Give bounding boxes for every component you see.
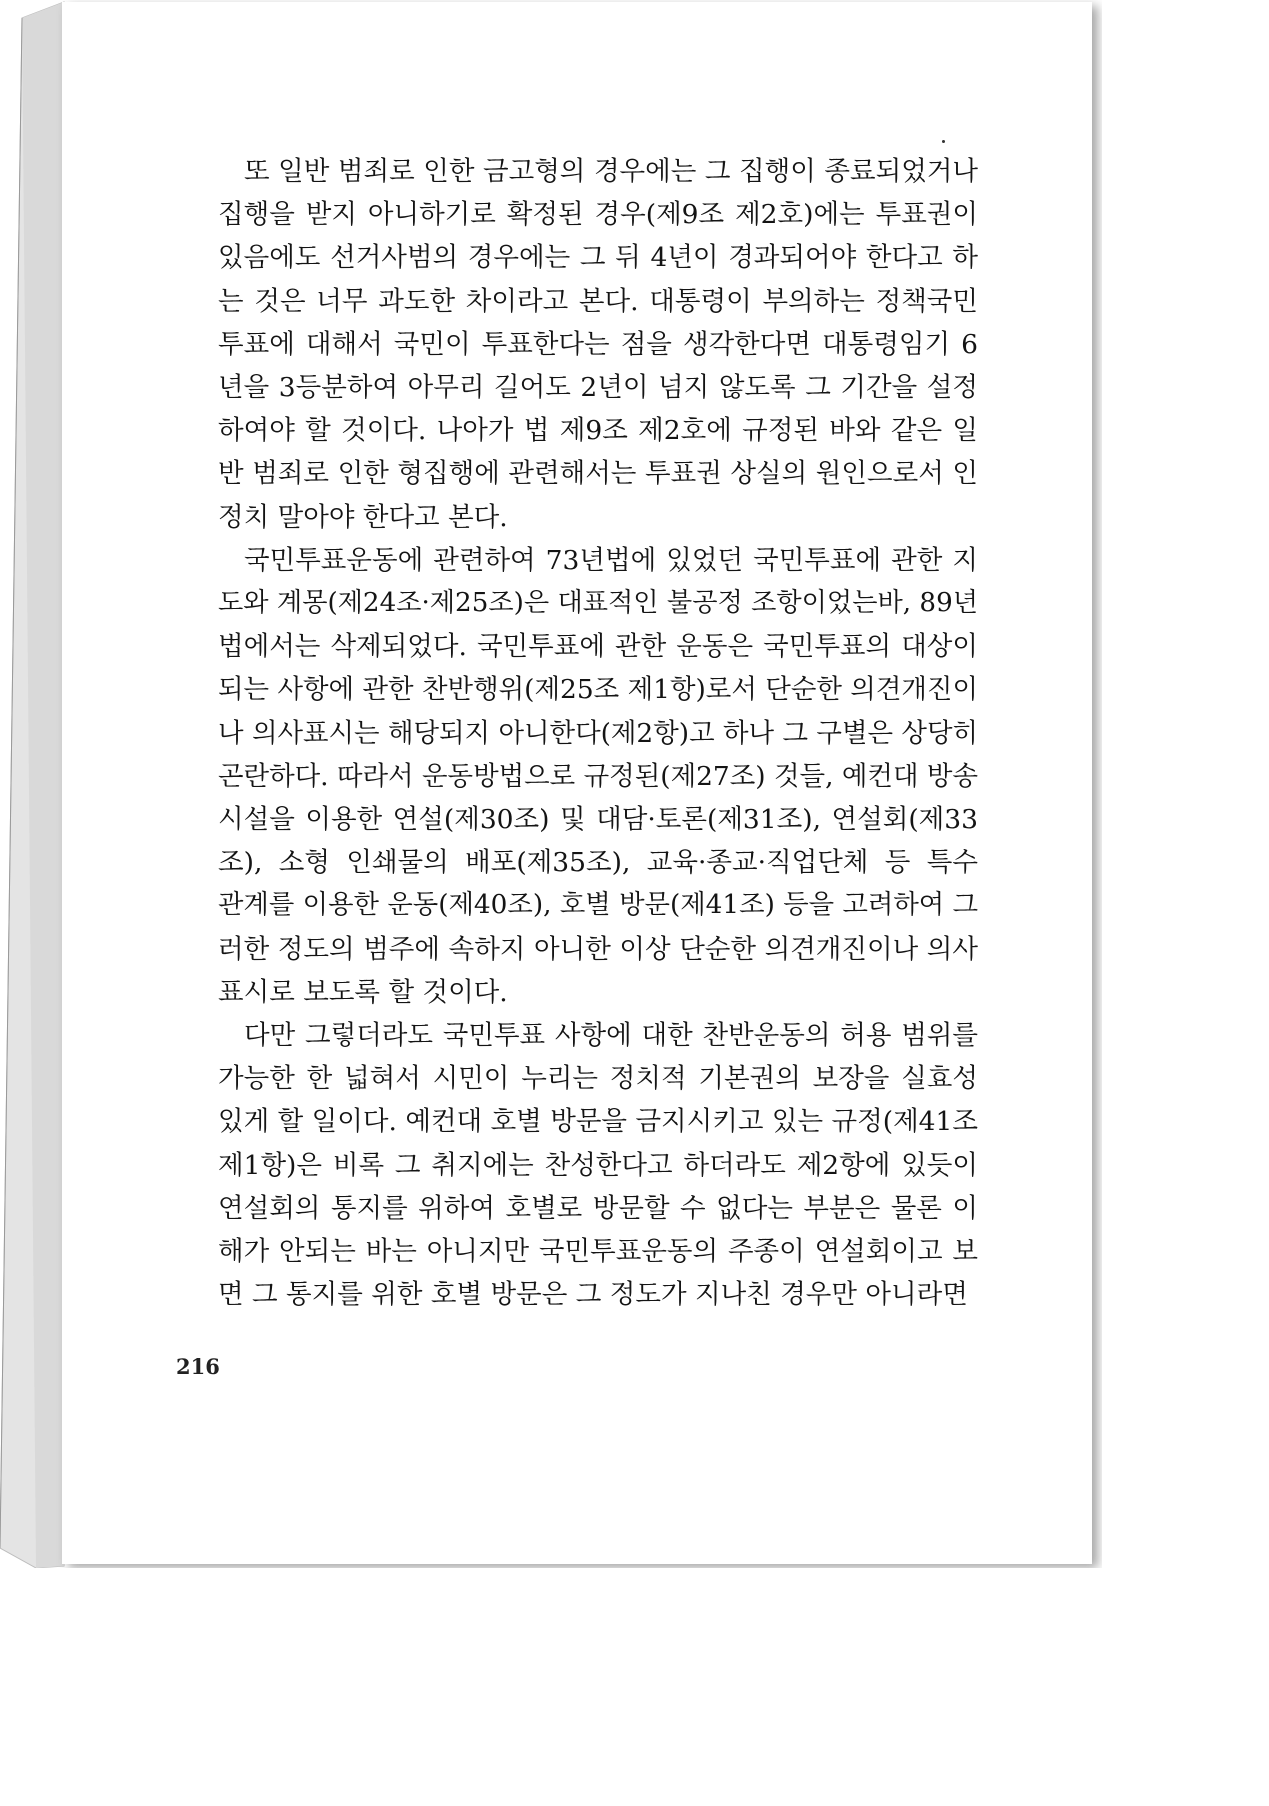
text-line: 연설회의 통지를 위하여 호별로 방문할 수 없다는 부분은 물론 이 xyxy=(218,1192,978,1224)
text-line: 되는 사항에 관한 찬반행위(제25조 제1항)로서 단순한 의견개진이 xyxy=(218,674,978,706)
text-line: 년을 3등분하여 아무리 길어도 2년이 넘지 않도록 그 기간을 설정 xyxy=(218,372,978,404)
text-line: 있게 할 일이다. 예컨대 호별 방문을 금지시키고 있는 규정(제41조 xyxy=(218,1106,978,1138)
text-line: 는 것은 너무 과도한 차이라고 본다. 대통령이 부의하는 정책국민 xyxy=(218,285,978,317)
text-line: 국민투표운동에 관련하여 73년법에 있었던 국민투표에 관한 지 xyxy=(244,544,978,576)
page-text-body xyxy=(218,150,978,1316)
text-line: 정치 말아야 한다고 본다. xyxy=(218,501,508,533)
text-line: 해가 안되는 바는 아니지만 국민투표운동의 주종이 연설회이고 보 xyxy=(218,1236,978,1268)
text-line: 곤란하다. 따라서 운동방법으로 규정된(제27조) 것들, 예컨대 방송 xyxy=(218,760,978,792)
text-line: 투표에 대해서 국민이 투표한다는 점을 생각한다면 대통령임기 6 xyxy=(218,328,978,360)
text-line: 러한 정도의 범주에 속하지 아니한 이상 단순한 의견개진이나 의사 xyxy=(218,933,978,965)
text-line: 집행을 받지 아니하기로 확정된 경우(제9조 제2호)에는 투표권이 xyxy=(218,199,978,231)
paragraph xyxy=(218,1014,978,1316)
text-line: 또 일반 범죄로 인한 금고형의 경우에는 그 집행이 종료되었거나 xyxy=(244,156,978,187)
text-line: 하여야 할 것이다. 나아가 법 제9조 제2호에 규정된 바와 같은 일 xyxy=(218,415,978,447)
text-line: 나 의사표시는 해당되지 아니한다(제2항)고 하나 그 구별은 상당히 xyxy=(218,717,978,749)
paragraph xyxy=(218,150,978,539)
text-line: 법에서는 삭제되었다. 국민투표에 관한 운동은 국민투표의 대상이 xyxy=(218,631,978,663)
text-line: 있음에도 선거사범의 경우에는 그 뒤 4년이 경과되어야 한다고 하 xyxy=(218,242,978,274)
paragraph-list xyxy=(218,150,978,1316)
text-line: 반 범죄로 인한 형집행에 관련해서는 투표권 상실의 원인으로서 인 xyxy=(218,458,978,490)
text-line: 제1항)은 비록 그 취지에는 찬성한다고 하더라도 제2항에 있듯이 xyxy=(218,1149,978,1181)
text-line: 관계를 이용한 운동(제40조), 호별 방문(제41조) 등을 고려하여 그 xyxy=(218,890,978,921)
page-number: 216 xyxy=(176,1354,220,1379)
text-line: 조), 소형 인쇄물의 배포(제35조), 교육·종교·직업단체 등 특수 xyxy=(218,847,978,879)
text-line: 도와 계몽(제24조·제25조)은 대표적인 불공정 조항이었는바, 89년 xyxy=(218,588,978,619)
paragraph xyxy=(218,539,978,1014)
text-line: 면 그 통지를 위한 호별 방문은 그 정도가 지나친 경우만 아니라면 xyxy=(218,1279,968,1311)
ink-speck xyxy=(942,140,945,143)
text-line: 시설을 이용한 연설(제30조) 및 대담·토론(제31조), 연설회(제33 xyxy=(218,804,978,836)
text-line: 다만 그렇더라도 국민투표 사항에 대한 찬반운동의 허용 범위를 xyxy=(244,1020,978,1052)
text-line: 가능한 한 넓혀서 시민이 누리는 정치적 기본권의 보장을 실효성 xyxy=(218,1063,978,1095)
text-line: 표시로 보도록 할 것이다. xyxy=(218,976,508,1008)
